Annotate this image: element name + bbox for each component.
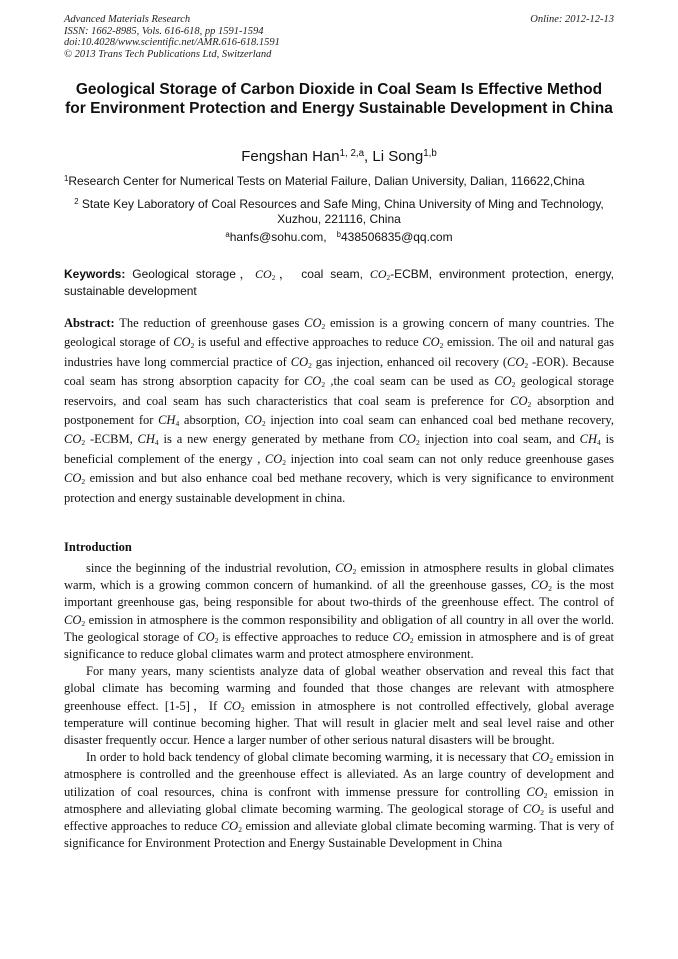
email-marker: b [336, 230, 341, 240]
ch4-formula: $CH_4$ [158, 413, 180, 428]
co2-formula: $CO_2$ [197, 629, 219, 645]
abstract-label: Abstract: [64, 316, 115, 330]
co2-formula: $CO_2$ [244, 413, 266, 428]
introduction-body [64, 560, 614, 852]
co2-formula: $CO_2$ [64, 432, 86, 448]
co2-formula: $CO_2$ [173, 335, 195, 351]
co2-formula: $CO_2$ [220, 819, 242, 834]
paper-title: Geological Storage of Carbon Dioxide in Coal Seam Is Effective Method for Environment Protection and Energy Sustainable Development in China [65, 81, 613, 117]
co2-formula: $CO_2$ [264, 451, 287, 467]
abstract-text: -EOR). Because coal seam has strong absorption capacity for [64, 354, 614, 389]
author-superscript: 1, 2,a [339, 148, 365, 160]
keywords-text: -ECBM, environment protection, energy, sustainable development [64, 267, 614, 298]
abstract-text: -ECBM, [85, 432, 138, 447]
co2-formula: $CO_2$ [223, 698, 245, 714]
co2-formula: $CO_2$ [64, 612, 86, 628]
author-name: Fengshan Han [241, 148, 340, 165]
affiliation-marker: 2 [74, 197, 79, 207]
affiliation-2 [64, 197, 614, 227]
keywords-text: ， coal seam, [275, 267, 370, 281]
abstract-text: The reduction of greenhouse gases [114, 316, 305, 330]
author-superscript: 1,b [423, 148, 437, 160]
co2-formula: $CO_2$ [335, 561, 357, 576]
abstract-text: injection into coal seam can enhanced coal bed methane recovery, [265, 413, 614, 428]
email-address[interactable]: hanfs@sohu.com, [229, 230, 327, 244]
keywords-label: Keywords: [64, 267, 126, 281]
abstract-text: emission is a growing concern of many countries. The geological storage of [64, 316, 615, 350]
affiliation-text: State Key Laboratory of Coal Resources and Safe Ming, China University of Ming and Technology, Xuzhou, 221116, China [81, 197, 604, 226]
abstract-text: is a new energy generated by methane from [158, 432, 399, 447]
affiliation-text: Research Center for Numerical Tests on Material Failure, Dalian University, Dalian, 116622,China [68, 174, 585, 188]
email-address[interactable]: 438506835@qq.com [341, 230, 453, 244]
keywords-text: Geological storage， [125, 267, 256, 281]
co2-formula: $CO_2$ [255, 267, 276, 282]
abstract-text: absorption, [179, 413, 245, 428]
abstract [64, 314, 614, 508]
abstract-text: is beneficial complement of the energy , [64, 432, 614, 466]
email-marker: a [225, 230, 230, 240]
author-separator: , [364, 148, 373, 165]
co2-formula: $CO_2$ [398, 432, 420, 448]
paragraph: since the beginning of the industrial revolution, $CO_2$ emission in atmosphere results in global climates warm, which is a growing common concern of humankind. of all the greenhouse gasses, $CO_2$ is the most important greenhouse gas, being responsible for about two-thirds of the greenhouse effect. The control of $CO_2$ emission in atmosphere is the common responsibility and obligation of all country in all over the world. The geological storage of $CO_2$ is effective approaches to reduce $CO_2$ emission in atmosphere and is of great significance to reduce global climates warm and protect atmosphere environment. [64, 561, 614, 662]
journal-header [64, 14, 280, 60]
co2-formula: $CO_2$ [522, 801, 545, 817]
abstract-text: is useful and effective approaches to reduce [194, 335, 423, 350]
ch4-formula: $CH_4$ [137, 432, 159, 448]
co2-formula: $CO_2$ [304, 316, 326, 331]
copyright-line: © 2013 Trans Tech Publications Ltd, Switzerland [64, 48, 272, 60]
abstract-text: geological storage reservoirs, and coal seam has such characteristics that coal seam is preference for [64, 374, 614, 408]
co2-formula: $CO_2$ [530, 578, 552, 594]
co2-formula: $CO_2$ [494, 374, 516, 390]
co2-formula: $CO_2$ [290, 354, 312, 370]
co2-formula: $CO_2$ [369, 267, 391, 282]
co2-formula: $CO_2$ [64, 471, 86, 487]
journal-name: Advanced Materials Research [64, 14, 191, 25]
section-heading-introduction: Introduction [64, 540, 132, 554]
abstract-text: absorption and postponement for [64, 393, 614, 428]
co2-formula: $CO_2$ [422, 335, 444, 351]
co2-formula: $CO_2$ [526, 784, 548, 800]
co2-formula: $CO_2$ [392, 629, 414, 645]
keywords [64, 266, 614, 300]
paragraph: In order to hold back tendency of global climate becoming warming, it is necessary that $CO_2$ emission in atmosphere is controlled and the greenhouse effect is alleviated. As an large country of development and utilization of coal resources, china is confront with immense pressure for controlling $CO_2$ emission in atmosphere and alleviating global climate becoming warming. The geological storage of $CO_2$ is useful and effective approaches to reduce $CO_2$ emission and alleviate global climate becoming warming. That is very of significance for Environment Protection and Energy Sustainable Development in China [64, 750, 615, 851]
abstract-text: emission and but also enhance coal bed methane recovery, which is very significance to environment protection and energy sustainable development in china. [64, 471, 614, 505]
issn-line: ISSN: 1662-8985, Vols. 616-618, pp 1591-1594 [64, 25, 264, 37]
co2-formula: $CO_2$ [507, 354, 529, 370]
abstract-text: injection into coal seam, and [419, 432, 580, 447]
online-date: Online: 2012-12-13 [530, 14, 614, 25]
co2-formula: $CO_2$ [531, 750, 554, 766]
affiliation-marker: 1 [64, 174, 69, 184]
author-name: Li Song [372, 148, 424, 165]
abstract-text: emission. The oil and natural gas industries have long commercial practice of [64, 335, 615, 369]
co2-formula: $CO_2$ [303, 374, 326, 390]
co2-formula: $CO_2$ [510, 393, 532, 409]
paragraph: For many years, many scientists analyze data of global weather observation and reveal this fact that global climate has becoming warming and founded that those changes are relevant with atmosphere greenhouse effect. [1-5]，If $CO_2$ emission in atmosphere is not controlled effectively, global average temperature will continue becoming higher. That will result in glacier melt and seal level raise and other disaster frequently occur. Hence a larger number of other serious natural disasters will be brought. [64, 664, 614, 748]
email-line [64, 230, 614, 245]
abstract-text: injection into coal seam can not only reduce greenhouse gases [286, 451, 614, 466]
abstract-text: gas injection, enhanced oil recovery ( [311, 354, 507, 369]
abstract-text: ,the coal seam can be used as [325, 374, 495, 389]
ch4-formula: $CH_4$ [579, 432, 601, 448]
affiliation-1 [64, 174, 614, 189]
doi-line: doi:10.4028/www.scientific.net/AMR.616-618.1591 [64, 37, 280, 48]
author-line [64, 147, 614, 167]
